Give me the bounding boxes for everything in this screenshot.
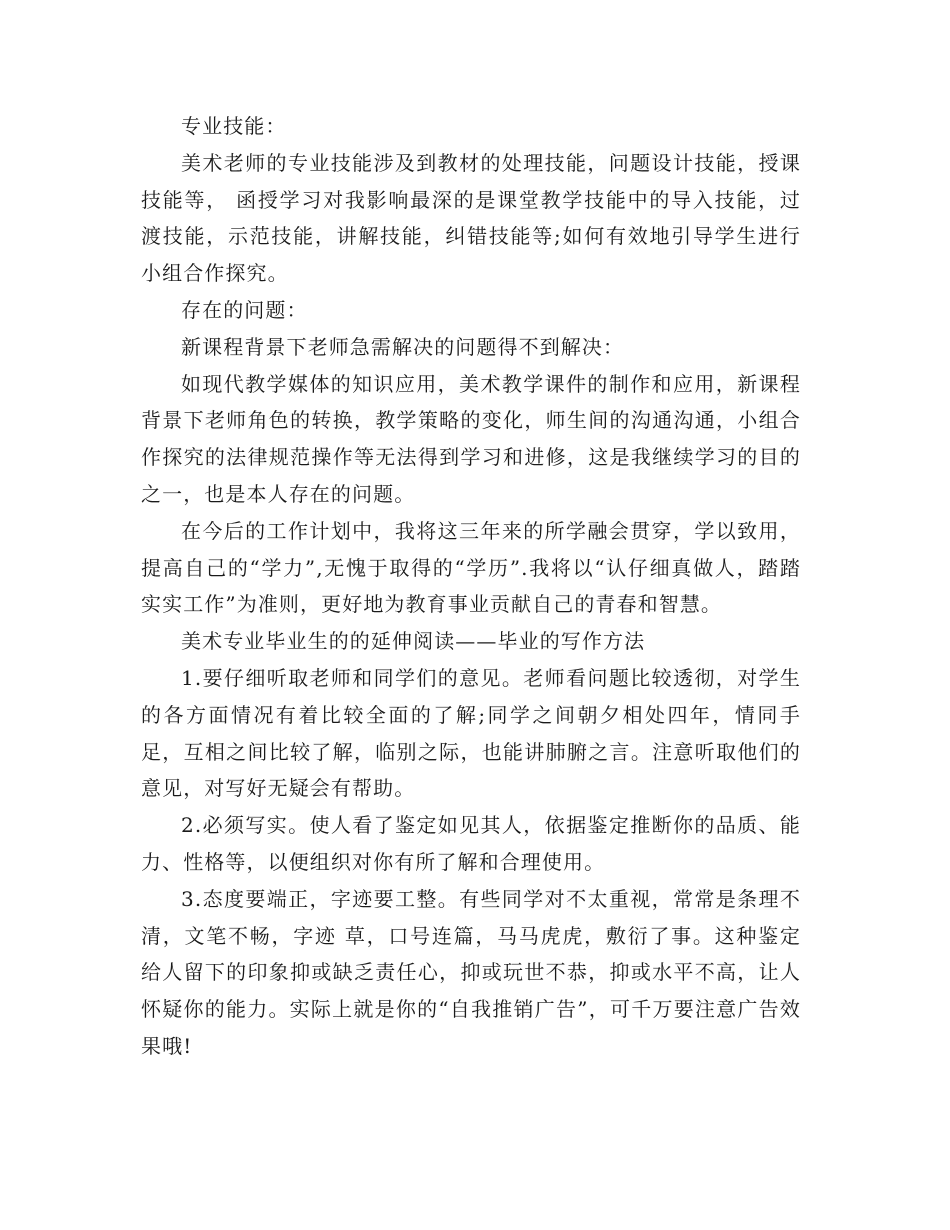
paragraph-future-plan: 在今后的工作计划中，我将这三年来的所学融会贯穿，学以致用，提高自己的“学力”,无愧于取得的“学历”.我将以“认仔细真做人，踏踏实实工作”为准则，更好地为教育事业贡献自己的青春和智慧。 <box>141 518 801 617</box>
document-body <box>141 108 801 1065</box>
paragraph-method-3: 3.态度要端正，字迹要工整。有些同学对不太重视，常常是条理不清，文笔不畅，字迹 草，口号连篇，马马虎虎，敷衍了事。这种鉴定给人留下的印象抑或缺乏责任心，抑或玩世不恭，抑或水平不高，让人怀疑你的能力。实际上就是你的“自我推销广告”，可千万要注意广告效果哦! <box>141 886 801 1058</box>
paragraph-problems-detail: 如现代教学媒体的知识应用，美术教学课件的制作和应用，新课程背景下老师角色的转换，教学策略的变化，师生间的沟通沟通，小组合作探究的法律规范操作等无法得到学习和进修，这是我继续学习的目的之一，也是本人存在的问题。 <box>141 371 801 506</box>
paragraph-method-1: 1.要仔细听取老师和同学们的意见。老师看问题比较透彻，对学生的各方面情况有着比较全面的了解;同学之间朝夕相处四年，情同手足，互相之间比较了解，临别之际，也能讲肺腑之言。注意听取他们的意见，对写好无疑会有帮助。 <box>141 665 801 801</box>
paragraph-method-2: 2.必须写实。使人看了鉴定如见其人，依据鉴定推断你的品质、能力、性格等，以便组织对你有所了解和合理使用。 <box>141 813 801 874</box>
paragraph-problems-intro: 新课程背景下老师急需解决的问题得不到解决： <box>181 334 625 359</box>
paragraph-reading-title: 美术专业毕业生的的延伸阅读——毕业的写作方法 <box>181 629 646 654</box>
paragraph-heading-problems: 存在的问题： <box>181 297 308 322</box>
paragraph-skills-detail: 美术老师的专业技能涉及到教材的处理技能，问题设计技能，授课技能等， 函授学习对我影响最深的是课堂教学技能中的导入技能，过渡技能，示范技能，讲解技能，纠错技能等;如何有效地引导学生进行小组合作探究。 <box>141 150 801 286</box>
paragraph-heading-skills: 专业技能： <box>181 114 287 138</box>
